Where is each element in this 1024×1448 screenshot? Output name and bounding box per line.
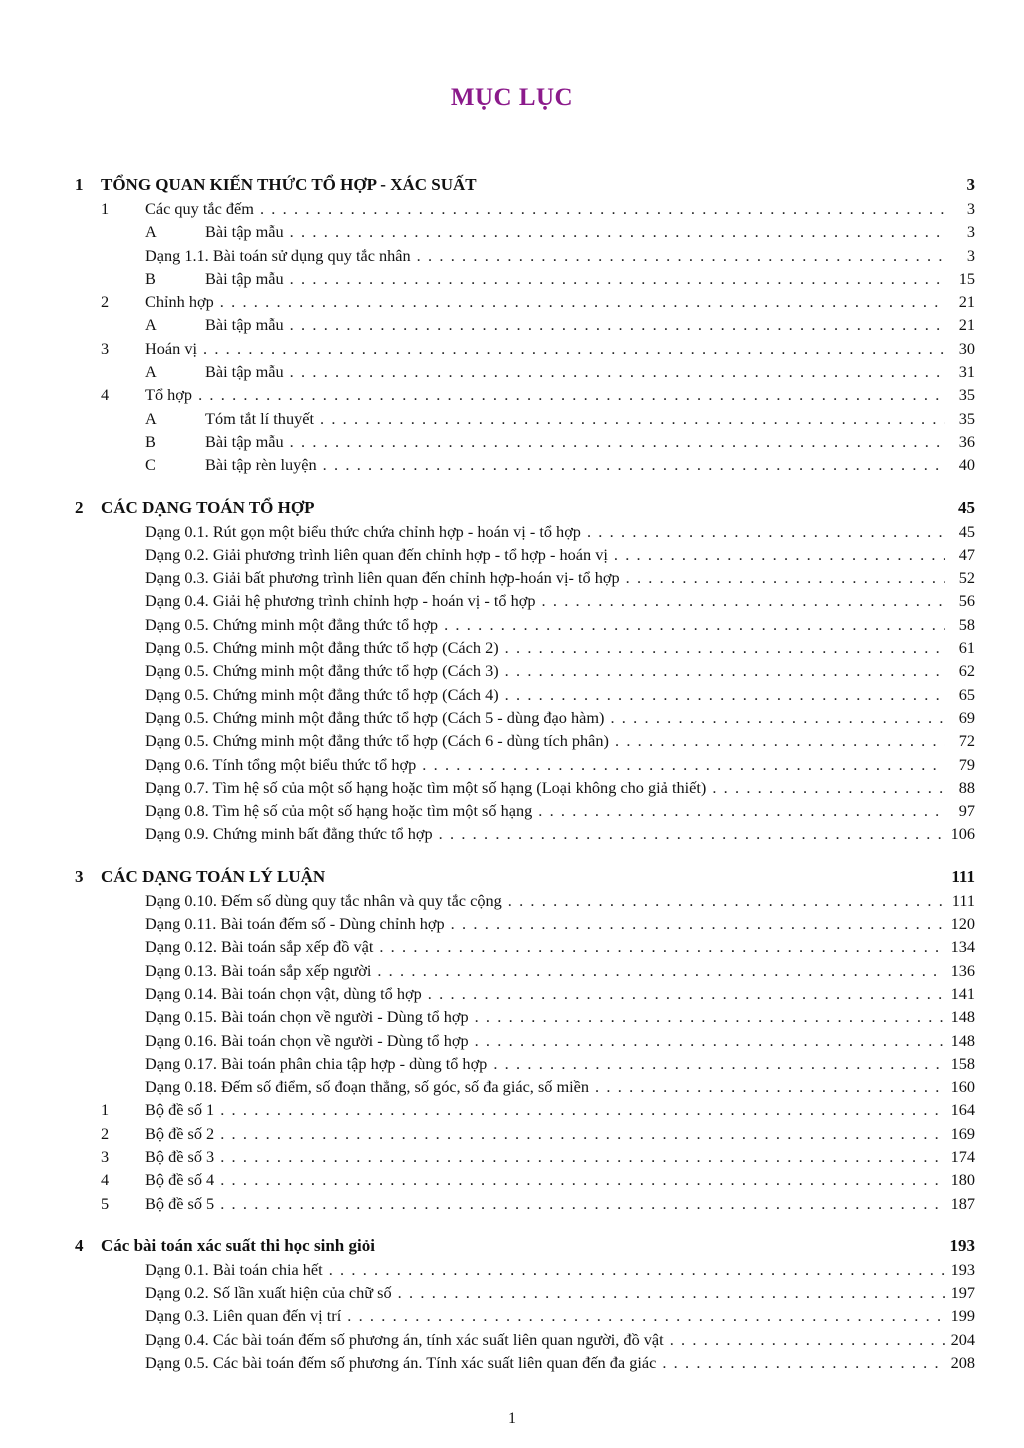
dot-leader (475, 1005, 945, 1028)
dot-leader (422, 753, 945, 776)
dot-leader (220, 290, 945, 313)
dot-leader (290, 360, 945, 383)
entry-page-number: 164 (950, 1100, 975, 1120)
entry-page-number: 15 (958, 268, 975, 288)
dot-leader (542, 589, 945, 612)
entry-number: 2 (101, 1123, 110, 1143)
dot-leader (587, 520, 945, 543)
toc-entry-dang[interactable] (75, 636, 975, 659)
dot-leader (290, 220, 945, 243)
toc-entry-sub[interactable] (75, 430, 975, 453)
entry-number: A (145, 362, 157, 382)
page-number-footer: 1 (508, 1410, 516, 1427)
entry-page-number: 58 (958, 614, 975, 634)
page-title: MỤC LỤC (450, 84, 574, 111)
dot-leader (439, 822, 945, 845)
entry-number: 1 (101, 1100, 110, 1120)
entry-title: Dạng 1.1. Bài toán sử dụng quy tắc nhân (145, 245, 411, 265)
entry-page-number: 111 (951, 890, 975, 910)
toc-entry-sec[interactable] (75, 197, 975, 220)
entry-page-number: 148 (950, 1030, 975, 1050)
entry-number: A (145, 315, 157, 335)
entry-title: Bộ đề số 3 (145, 1146, 215, 1166)
toc-entry-dang[interactable] (75, 706, 975, 729)
toc-entry-sec[interactable] (75, 1122, 975, 1145)
toc-chapter-heading[interactable] (75, 1233, 975, 1258)
dot-leader (610, 706, 945, 729)
chapter-title: CÁC DẠNG TOÁN LÝ LUẬN (101, 866, 326, 886)
dot-leader (203, 337, 945, 360)
chapter-number: 4 (75, 1235, 84, 1255)
toc-entry-sub[interactable] (75, 453, 975, 476)
entry-title: Dạng 0.16. Bài toán chọn về người - Dùng tổ hợp (145, 1030, 469, 1050)
dot-leader (329, 1258, 945, 1281)
entry-page-number: 65 (958, 684, 975, 704)
dot-leader (670, 1328, 945, 1351)
dot-leader (260, 197, 945, 220)
entry-page-number: 3 (966, 222, 975, 242)
dot-leader (323, 453, 945, 476)
toc-entry-dang[interactable] (75, 753, 975, 776)
toc-entry-dang[interactable] (75, 1304, 975, 1327)
entry-title: Dạng 0.2. Số lần xuất hiện của chữ số (145, 1283, 392, 1303)
chapter-number: 2 (75, 497, 84, 517)
toc-entry-dang[interactable] (75, 1075, 975, 1098)
toc-chapter-3 (75, 864, 975, 1215)
toc-entry-dang[interactable] (75, 982, 975, 1005)
dot-leader (398, 1281, 945, 1304)
entry-title: Bộ đề số 5 (145, 1193, 215, 1213)
entry-page-number: 148 (950, 1007, 975, 1027)
toc-entry-dang[interactable] (75, 683, 975, 706)
entry-page-number: 193 (950, 1259, 975, 1279)
entry-page-number: 79 (958, 754, 975, 774)
dot-leader (417, 244, 945, 267)
entry-number: 2 (101, 292, 110, 312)
toc-entry-dang[interactable] (75, 729, 975, 752)
toc-entry-sec[interactable] (75, 290, 975, 313)
entry-page-number: 88 (958, 777, 975, 797)
entry-page-number: 35 (958, 408, 975, 428)
chapter-page-number: 3 (966, 175, 975, 194)
entry-title: Dạng 0.11. Bài toán đếm số - Dùng chỉnh hợp (145, 914, 445, 934)
toc-entry-sub[interactable] (75, 407, 975, 430)
entry-page-number: 134 (950, 937, 975, 957)
dot-leader (198, 383, 945, 406)
entry-page-number: 204 (950, 1329, 975, 1349)
chapter-number: 1 (75, 175, 84, 194)
entry-title: Dạng 0.3. Liên quan đến vị trí (145, 1306, 342, 1326)
entry-page-number: 180 (950, 1170, 975, 1190)
entry-page-number: 120 (950, 914, 975, 934)
entry-page-number: 69 (958, 707, 975, 727)
dot-leader (662, 1351, 944, 1374)
entry-title: Dạng 0.15. Bài toán chọn về người - Dùng tổ hợp (145, 1007, 469, 1027)
dot-leader (290, 430, 945, 453)
toc-entry-sec[interactable] (75, 383, 975, 406)
chapter-number: 3 (75, 866, 84, 886)
entry-page-number: 187 (950, 1193, 975, 1213)
toc-chapter-4 (75, 1233, 975, 1374)
entry-number: A (145, 408, 157, 428)
entry-title: Bài tập mẫu (205, 431, 284, 451)
entry-number: 5 (101, 1193, 110, 1213)
entry-page-number: 106 (950, 824, 975, 844)
dot-leader (614, 543, 945, 566)
toc-chapter-heading[interactable] (75, 864, 975, 889)
entry-title: Dạng 0.13. Bài toán sắp xếp người (145, 960, 372, 980)
entry-title: Bộ đề số 1 (145, 1100, 215, 1120)
entry-title: Dạng 0.5. Chứng minh một đẳng thức tổ hợp (Cách 2) (145, 638, 499, 658)
chapter-page-number: 45 (958, 497, 975, 517)
entry-title: Dạng 0.5. Chứng minh một đẳng thức tổ hợp (Cách 3) (145, 661, 499, 681)
toc-entry-dang[interactable] (75, 659, 975, 682)
dot-leader (493, 1052, 944, 1075)
entry-page-number: 208 (950, 1353, 975, 1373)
toc-entry-dang[interactable] (75, 935, 975, 958)
entry-title: Bộ đề số 4 (145, 1170, 215, 1190)
table-of-contents (75, 172, 975, 1392)
toc-chapter-2 (75, 495, 975, 846)
toc-entry-dang[interactable] (75, 822, 975, 845)
dot-leader (290, 313, 945, 336)
entry-title: Dạng 0.1. Rút gọn một biểu thức chứa chỉnh hợp - hoán vị - tổ hợp (145, 521, 581, 541)
toc-entry-dang[interactable] (75, 1351, 975, 1374)
dot-leader (505, 636, 945, 659)
toc-entry-sub[interactable] (75, 220, 975, 243)
toc-entry-sec[interactable] (75, 1192, 975, 1215)
entry-title: Dạng 0.12. Bài toán sắp xếp đồ vật (145, 937, 374, 957)
dot-leader (712, 776, 945, 799)
toc-entry-sub[interactable] (75, 313, 975, 336)
entry-number: B (145, 431, 156, 451)
dot-leader (595, 1075, 945, 1098)
toc-entry-dang[interactable] (75, 1029, 975, 1052)
dot-leader (626, 566, 945, 589)
entry-page-number: 31 (958, 362, 975, 382)
dot-leader (444, 613, 945, 636)
entry-page-number: 21 (958, 315, 975, 335)
entry-page-number: 199 (950, 1306, 975, 1326)
entry-page-number: 169 (950, 1123, 975, 1143)
dot-leader (475, 1029, 945, 1052)
entry-page-number: 45 (958, 521, 975, 541)
entry-title: Dạng 0.7. Tìm hệ số của một số hạng hoặc tìm một số hạng (Loại không cho giả thiết) (145, 777, 707, 797)
entry-page-number: 3 (966, 245, 975, 265)
dot-leader (428, 982, 945, 1005)
entry-title: Bộ đề số 2 (145, 1123, 215, 1143)
toc-entry-dang[interactable] (75, 912, 975, 935)
toc-entry-dang[interactable] (75, 543, 975, 566)
entry-title: Dạng 0.5. Chứng minh một đẳng thức tổ hợp (Cách 5 - dùng đạo hàm) (145, 707, 605, 727)
entry-title: Tổ hợp (145, 385, 193, 405)
toc-entry-dang[interactable] (75, 520, 975, 543)
toc-entry-sec[interactable] (75, 1145, 975, 1168)
entry-title: Bài tập mẫu (205, 268, 284, 288)
dot-leader (290, 267, 945, 290)
entry-title: Bài tập rèn luyện (205, 455, 317, 475)
entry-page-number: 72 (958, 731, 975, 751)
entry-number: C (145, 455, 156, 475)
dot-leader (377, 959, 944, 982)
entry-title: Dạng 0.5. Chứng minh một đẳng thức tổ hợp (Cách 6 - dùng tích phân) (145, 731, 609, 751)
dot-leader (220, 1098, 944, 1121)
toc-chapter-heading[interactable] (75, 172, 975, 197)
toc-entry-dang[interactable] (75, 1052, 975, 1075)
chapter-title: CÁC DẠNG TOÁN TỔ HỢP (101, 497, 315, 517)
entry-page-number: 174 (950, 1146, 975, 1166)
entry-title: Các quy tắc đếm (145, 199, 254, 218)
toc-entry-dang[interactable] (75, 1281, 975, 1304)
chapter-page-number: 111 (951, 866, 975, 886)
chapter-title: Các bài toán xác suất thi học sinh giỏi (101, 1235, 375, 1255)
entry-number: 4 (101, 385, 110, 405)
entry-page-number: 197 (950, 1283, 975, 1303)
entry-number: 1 (101, 199, 110, 218)
toc-entry-dang[interactable] (75, 589, 975, 612)
entry-page-number: 158 (950, 1053, 975, 1073)
entry-page-number: 52 (958, 568, 975, 588)
entry-number: 3 (101, 1146, 110, 1166)
toc-entry-dang[interactable] (75, 1258, 975, 1281)
entry-page-number: 21 (958, 292, 975, 312)
entry-title: Dạng 0.8. Tìm hệ số của một số hạng hoặc tìm một số hạng (145, 801, 533, 821)
entry-page-number: 160 (950, 1077, 975, 1097)
toc-entry-sub[interactable] (75, 267, 975, 290)
entry-number: B (145, 268, 156, 288)
toc-entry-dang[interactable] (75, 776, 975, 799)
entry-page-number: 40 (958, 455, 975, 475)
entry-page-number: 47 (958, 544, 975, 564)
entry-title: Dạng 0.5. Chứng minh một đẳng thức tổ hợp (145, 614, 439, 634)
entry-page-number: 136 (950, 960, 975, 980)
entry-title: Tóm tắt lí thuyết (205, 408, 314, 428)
chapter-page-number: 193 (949, 1235, 975, 1255)
entry-title: Dạng 0.9. Chứng minh bất đẳng thức tổ hợp (145, 824, 433, 844)
entry-number: 3 (101, 338, 110, 358)
entry-title: Dạng 0.4. Các bài toán đếm số phương án, tính xác suất liên quan người, đồ vật (145, 1329, 664, 1349)
toc-entry-dang[interactable] (75, 889, 975, 912)
entry-title: Bài tập mẫu (205, 222, 284, 242)
dot-leader (505, 683, 945, 706)
dot-leader (220, 1145, 944, 1168)
toc-entry-dang[interactable] (75, 244, 975, 267)
toc-entry-dang[interactable] (75, 799, 975, 822)
dot-leader (220, 1122, 944, 1145)
entry-title: Dạng 0.18. Đếm số điểm, số đoạn thẳng, số góc, số đa giác, số miền (145, 1077, 590, 1097)
toc-entry-sec[interactable] (75, 1098, 975, 1121)
entry-page-number: 36 (958, 431, 975, 451)
dot-leader (538, 799, 945, 822)
dot-leader (505, 659, 945, 682)
entry-title: Dạng 0.1. Bài toán chia hết (145, 1259, 323, 1279)
toc-entry-dang[interactable] (75, 1005, 975, 1028)
entry-page-number: 30 (958, 338, 975, 358)
entry-title: Dạng 0.2. Giải phương trình liên quan đến chỉnh hợp - tổ hợp - hoán vị (145, 544, 608, 564)
dot-leader (320, 407, 945, 430)
dot-leader (379, 935, 944, 958)
toc-entry-dang[interactable] (75, 959, 975, 982)
entry-page-number: 62 (958, 661, 975, 681)
entry-number: A (145, 222, 157, 242)
dot-leader (220, 1168, 944, 1191)
dot-leader (508, 889, 945, 912)
toc-chapter-1 (75, 172, 975, 477)
dot-leader (347, 1304, 944, 1327)
entry-title: Hoán vị (145, 338, 197, 358)
entry-title: Chỉnh hợp (145, 292, 214, 312)
entry-title: Dạng 0.14. Bài toán chọn vật, dùng tổ hợp (145, 983, 422, 1003)
entry-page-number: 97 (958, 801, 975, 821)
dot-leader (451, 912, 945, 935)
entry-title: Dạng 0.10. Đếm số dùng quy tắc nhân và quy tắc cộng (145, 890, 502, 910)
entry-title: Bài tập mẫu (205, 362, 284, 382)
entry-page-number: 61 (958, 638, 975, 658)
toc-entry-sub[interactable] (75, 360, 975, 383)
chapter-title: TỔNG QUAN KIẾN THỨC TỔ HỢP - XÁC SUẤT (101, 175, 477, 194)
toc-entry-dang[interactable] (75, 613, 975, 636)
entry-title: Dạng 0.3. Giải bất phương trình liên quan đến chỉnh hợp-hoán vị- tổ hợp (145, 568, 620, 588)
toc-entry-sec[interactable] (75, 1168, 975, 1191)
toc-chapter-heading[interactable] (75, 495, 975, 520)
dot-leader (220, 1192, 944, 1215)
toc-entry-sec[interactable] (75, 337, 975, 360)
entry-number: 4 (101, 1170, 110, 1190)
toc-entry-dang[interactable] (75, 1328, 975, 1351)
entry-title: Dạng 0.17. Bài toán phân chia tập hợp - dùng tổ hợp (145, 1053, 488, 1073)
entry-title: Bài tập mẫu (205, 315, 284, 335)
entry-page-number: 56 (958, 591, 975, 611)
toc-entry-dang[interactable] (75, 566, 975, 589)
entry-page-number: 141 (950, 983, 975, 1003)
entry-title: Dạng 0.5. Các bài toán đếm số phương án. Tính xác suất liên quan đến đa giác (145, 1353, 657, 1373)
entry-page-number: 35 (958, 385, 975, 405)
entry-title: Dạng 0.4. Giải hệ phương trình chỉnh hợp - hoán vị - tổ hợp (145, 591, 536, 611)
entry-title: Dạng 0.5. Chứng minh một đẳng thức tổ hợp (Cách 4) (145, 684, 499, 704)
entry-title: Dạng 0.6. Tính tổng một biểu thức tổ hợp (145, 754, 417, 774)
dot-leader (615, 729, 945, 752)
entry-page-number: 3 (966, 199, 975, 218)
